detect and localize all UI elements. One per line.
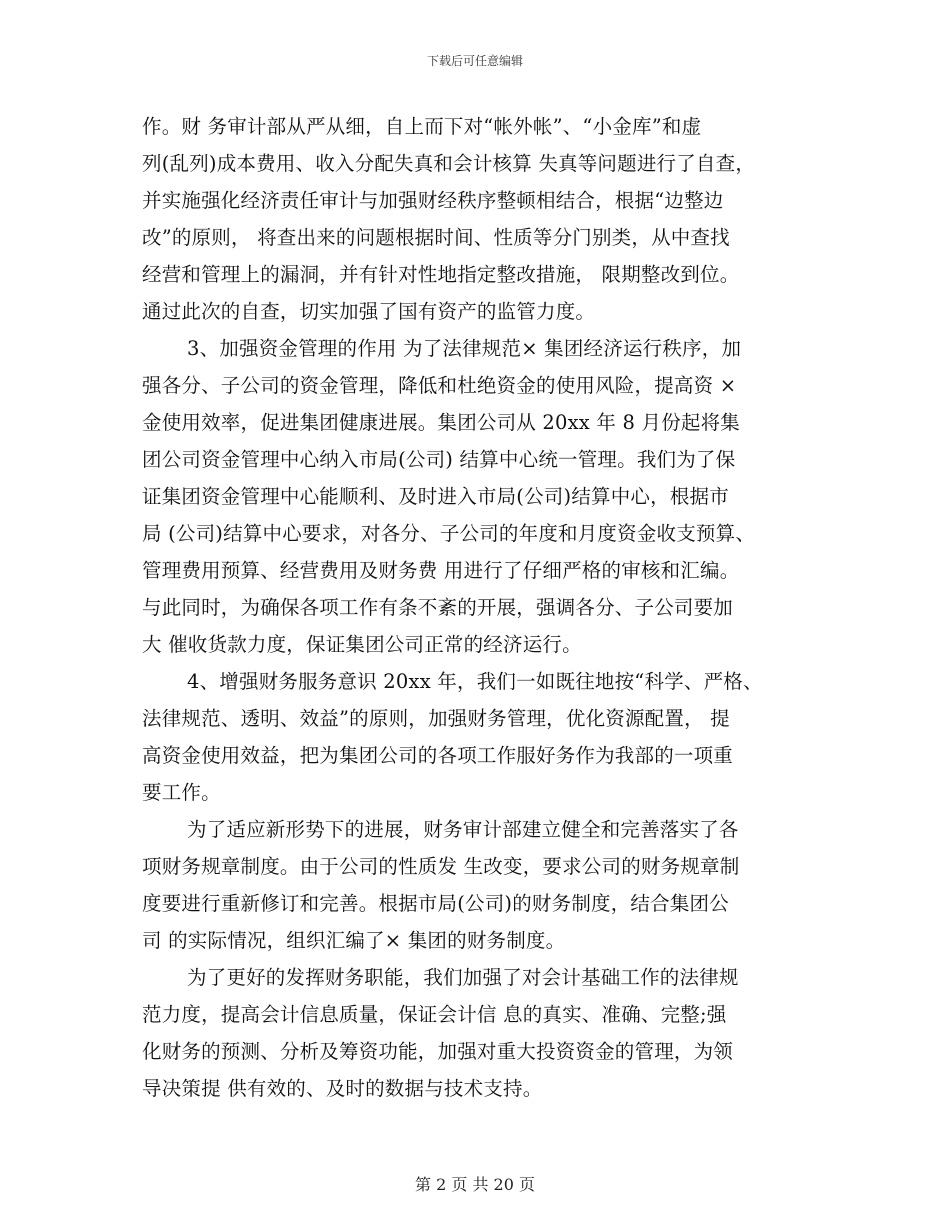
- text-line: 改”的原则， 将查出来的问题根据时间、性质等分门别类，从中查找: [142, 226, 730, 249]
- text-line: 大 催收货款力度，保证集团公司正常的经济运行。: [142, 633, 582, 656]
- text-line: 范力度，提高会计信息质量，保证会计信 息的真实、准确、完整;强: [142, 1003, 727, 1026]
- text-line: 项财务规章制度。由于公司的性质发 生改变，要求公司的财务规章制: [142, 855, 740, 878]
- paragraph-start-line: 为了适应新形势下的进展，财务审计部建立健全和完善落实了各: [187, 818, 739, 841]
- section-heading-line: 4、增强财务服务意识 20xx 年，我们一如既往地按“科学、严格、: [187, 670, 763, 693]
- section-heading-line: 3、加强资金管理的作用 为了法律规范× 集团经济运行秩序，加: [187, 337, 742, 360]
- text-line: 强各分、子公司的资金管理，降低和杜绝资金的使用风险，提高资 ×: [142, 374, 737, 397]
- document-body: [142, 108, 832, 1107]
- text-line: 导决策提 供有效的、及时的数据与技术支持。: [142, 1077, 543, 1100]
- text-line: 金使用效率，促进集团健康进展。集团公司从 20xx 年 8 月份起将集: [142, 411, 741, 434]
- page-number: 第 2 页 共 20 页: [415, 1175, 535, 1194]
- page-header-note: 下载后可任意编辑: [426, 54, 523, 68]
- text-line: 并实施强化经济责任审计与加强财经秩序整顿相结合，根据“边整边: [142, 189, 724, 212]
- text-line: 团公司资金管理中心纳入市局(公司) 结算中心统一管理。我们为了保: [142, 448, 736, 471]
- text-line: 作。财 务审计部从严从细，自上而下对“帐外帐”、“小金库”和虚: [142, 115, 702, 138]
- text-line: 要工作。: [142, 781, 221, 804]
- text-line: 证集团资金管理中心能顺利、及时进入市局(公司)结算中心，根据市: [142, 485, 729, 508]
- text-line: 度要进行重新修订和完善。根据市局(公司)的财务制度，结合集团公: [142, 892, 729, 915]
- text-line: 管理费用预算、经营费用及财务费 用进行了仔细严格的审核和汇编。: [142, 559, 740, 582]
- text-line: 通过此次的自查，切实加强了国有资产的监管力度。: [142, 300, 596, 323]
- text-line: 法律规范、透明、效益”的原则，加强财务管理，优化资源配置， 提: [142, 707, 730, 730]
- text-line: 列(乱列)成本费用、收入分配失真和会计核算 失真等问题进行了自查，: [142, 152, 756, 175]
- text-line: 经营和管理上的漏洞，并有针对性地指定整改措施， 限期整改到位。: [142, 263, 740, 286]
- text-line: 司 的实际情况，组织汇编了× 集团的财务制度。: [142, 929, 566, 952]
- text-line: 高资金使用效益，把为集团公司的各项工作服好务作为我部的一项重: [142, 744, 734, 767]
- text-line: 化财务的预测、分析及筹资功能，加强对重大投资资金的管理，为领: [142, 1040, 734, 1063]
- paragraph-start-line: 为了更好的发挥财务职能，我们加强了对会计基础工作的法律规: [187, 966, 739, 989]
- text-line: 与此同时，为确保各项工作有条不紊的开展，强调各分、子公司要加: [142, 596, 734, 619]
- text-line: 局 (公司)结算中心要求，对各分、子公司的年度和月度资金收支预算、: [142, 522, 756, 545]
